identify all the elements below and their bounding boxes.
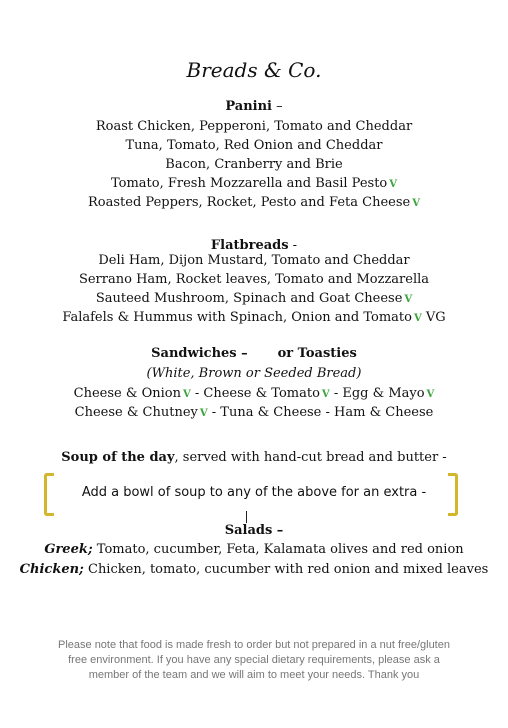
sandwich-text: - Cheese & Tomato (190, 386, 320, 401)
panini-item: Bacon, Cranberry and Brie (165, 157, 343, 172)
dietary-note (0, 638, 508, 683)
sandwiches-heading (0, 346, 508, 361)
vegetarian-icon: V (321, 389, 330, 400)
salads-heading (0, 523, 508, 538)
vegetarian-icon: V (412, 198, 420, 209)
bread-options: (White, Brown or Seeded Bread) (146, 366, 362, 381)
flatbreads-heading-label: Flatbreads (210, 238, 289, 253)
salad-chicken-text: Chicken, tomato, cucumber with red onion and mixed leaves (83, 562, 489, 577)
vegetarian-icon: V (389, 179, 398, 190)
soup-bowl-offer: Add a bowl of soup to any of the above for an extra - (81, 485, 427, 500)
flatbread-item (0, 291, 508, 306)
flatbread-item-text: Sauteed Mushroom, Spinach and Goat Cheese (95, 291, 403, 306)
soup-text: , served with hand-cut bread and butter - (174, 450, 447, 465)
dietary-note-line: free environment. If you have any special dietary requirements, please ask a (68, 654, 440, 666)
text-cursor (246, 511, 247, 523)
panini-item-text: Roasted Peppers, Rocket, Pesto and Feta Cheese (88, 195, 411, 210)
salads-heading-suffix: – (272, 523, 284, 538)
dietary-note-line: Please note that food is made fresh to order but not prepared in a nut free/gluten (58, 639, 450, 651)
panini-heading (0, 99, 508, 114)
panini-item (0, 195, 508, 210)
salad-greek (0, 542, 508, 557)
panini-heading-label: Panini (225, 99, 272, 114)
salad-greek-text: Tomato, cucumber, Feta, Kalamata olives and red onion (92, 542, 464, 557)
vegetarian-icon: V (413, 313, 422, 324)
vegetarian-icon: V (199, 408, 208, 419)
panini-item: Tuna, Tomato, Red Onion and Cheddar (125, 138, 383, 153)
panini-item (0, 176, 508, 191)
toasties-heading-label: or Toasties (277, 346, 357, 361)
flatbread-item: Deli Ham, Dijon Mustard, Tomato and Cheddar (98, 253, 410, 268)
sandwich-line (0, 386, 508, 401)
salad-chicken-label: Chicken; (19, 562, 84, 577)
menu-title: Breads & Co. (186, 58, 322, 82)
flatbread-item (0, 310, 508, 325)
soup-label: Soup of the day (61, 450, 175, 465)
right-bracket-decoration (448, 473, 458, 516)
vegetarian-icon: V (426, 389, 435, 400)
sandwiches-heading-label: Sandwiches – (151, 346, 248, 361)
sandwich-text: Cheese & Chutney (74, 405, 198, 420)
vegetarian-icon: V (404, 294, 413, 305)
salad-chicken (0, 562, 508, 577)
sandwich-text: Cheese & Onion (73, 386, 181, 401)
panini-heading-suffix: – (272, 99, 283, 114)
salads-heading-label: Salads (224, 523, 273, 538)
vegetarian-icon: V (182, 389, 191, 400)
vegan-label: VG (425, 310, 446, 325)
flatbreads-heading-suffix: - (288, 238, 298, 253)
panini-item: Roast Chicken, Pepperoni, Tomato and Cheddar (95, 119, 413, 134)
sandwich-text: - Egg & Mayo (329, 386, 425, 401)
flatbreads-heading (0, 234, 508, 253)
sandwich-text: - Tuna & Cheese - Ham & Cheese (207, 405, 434, 420)
flatbread-item-text: Falafels & Hummus with Spinach, Onion and Tomato (62, 310, 412, 325)
soup-line (0, 450, 508, 465)
salad-greek-label: Greek; (44, 542, 93, 557)
sandwich-line (0, 405, 508, 420)
panini-item-text: Tomato, Fresh Mozzarella and Basil Pesto (110, 176, 388, 191)
flatbread-item: Serrano Ham, Rocket leaves, Tomato and Mozzarella (78, 272, 430, 287)
dietary-note-line: member of the team and we will aim to meet your needs. Thank you (88, 669, 420, 681)
